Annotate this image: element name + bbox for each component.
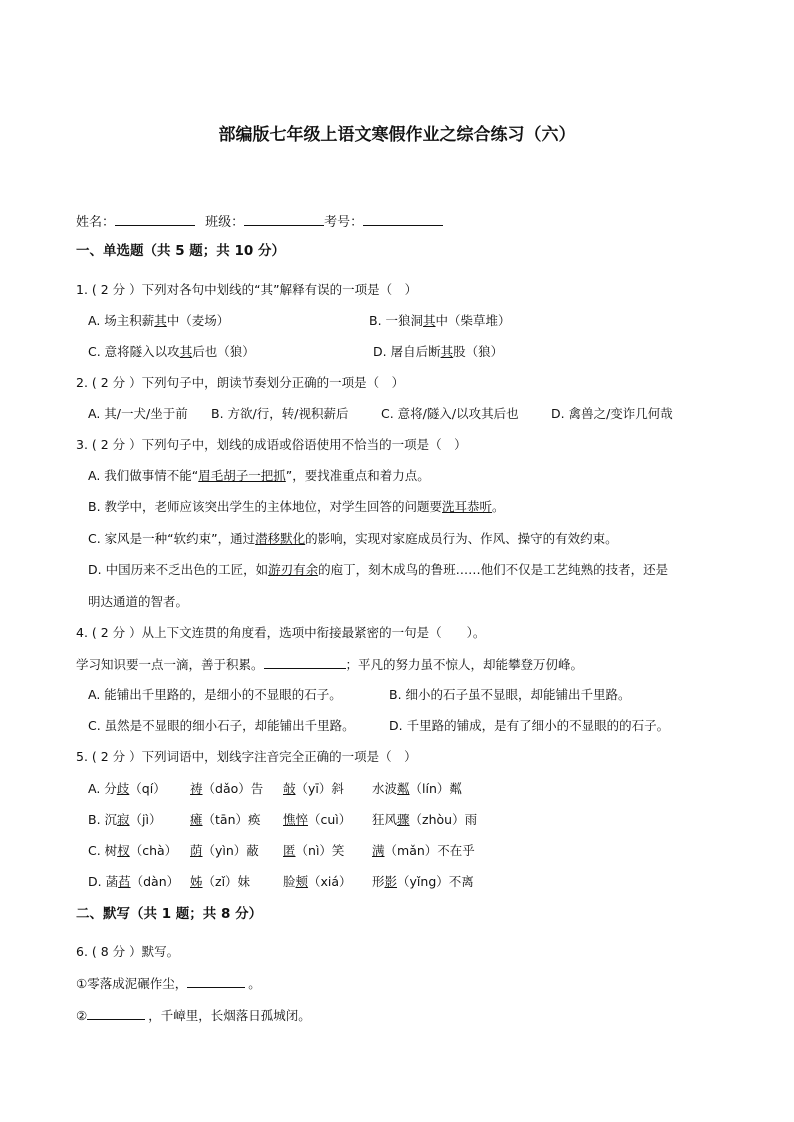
- question-3-stem: 3. ( 2 分 ）下列句子中，划线的成语或俗语使用不恰当的一项是（ ）: [76, 437, 467, 452]
- question-2-option-c[interactable]: C. 意将/隧入/以攻其后也: [381, 406, 519, 421]
- question-6-stem: 6. ( 8 分 ）默写。: [76, 944, 180, 959]
- option-text: B. 沉: [88, 812, 118, 827]
- question-4-option-b[interactable]: B. 细小的石子虽不显眼，却能铺出千里路。: [389, 687, 631, 702]
- name-blank[interactable]: [115, 213, 195, 226]
- underlined-word: 游刃有余: [268, 562, 319, 577]
- option-text: 形: [372, 874, 385, 889]
- underlined-word: 憔悴: [283, 812, 309, 827]
- question-5-option-item[interactable]: [88, 812, 162, 828]
- question-2-option-b[interactable]: B. 方欲/行，转/视积薪后: [211, 406, 349, 421]
- underlined-word: 潜移默化: [255, 531, 306, 546]
- question-5-option-item: [190, 843, 259, 859]
- question-5-option-item: [283, 781, 344, 797]
- question-3-option-a[interactable]: [88, 468, 430, 484]
- option-text: C. 意将隧入以攻: [88, 344, 180, 359]
- question-2-option-a[interactable]: A. 其/一犬/坐于前: [88, 406, 188, 421]
- option-text: （zǐ）妹: [202, 874, 251, 889]
- underlined-word: 粼: [397, 781, 410, 796]
- option-text: A. 我们做事情不能“: [88, 468, 199, 483]
- dictation-text: ②: [76, 1008, 88, 1023]
- question-5-option-item: [190, 781, 263, 797]
- question-5-option-item[interactable]: [88, 874, 179, 890]
- option-text: （zhòu）雨: [409, 812, 478, 827]
- question-5-option-item[interactable]: [88, 843, 177, 859]
- dictation-line-2: [76, 1007, 311, 1024]
- passage-text: ；平凡的努力虽不惊人，却能攀登万仞峰。: [345, 657, 584, 672]
- underlined-word: 姊: [190, 874, 203, 889]
- question-5-option-item: [190, 874, 250, 890]
- underlined-word: 骤: [397, 812, 410, 827]
- section-heading-single-choice: 一、单选题（共 5 题；共 10 分）: [76, 243, 285, 259]
- underlined-word: 洗耳恭听: [442, 499, 493, 514]
- option-text: 的庖丁，刻木成鸟的鲁班……他们不仅是工艺纯熟的技者，还是: [318, 562, 669, 577]
- underlined-word: 荫: [190, 843, 203, 858]
- student-info: [76, 213, 443, 231]
- underlined-word: 其: [423, 313, 436, 328]
- question-4-option-a[interactable]: A. 能铺出千里路的，是细小的不显眼的石子。: [88, 687, 342, 702]
- option-text: 股（狼）: [453, 344, 504, 359]
- question-4-passage: [76, 656, 583, 673]
- option-text: C. 家风是一种“软约束”，通过: [88, 531, 256, 546]
- exam-label: 考号：: [324, 215, 364, 230]
- option-text: （yìn）蔽: [202, 843, 259, 858]
- question-5-option-item: [372, 781, 462, 797]
- option-text: A. 场主积薪: [88, 313, 155, 328]
- option-text: C. 树: [88, 843, 118, 858]
- underlined-word: 瘫: [190, 812, 203, 827]
- option-text: （chà）: [129, 843, 178, 858]
- question-5-option-item[interactable]: [88, 781, 166, 797]
- question-1-option-d[interactable]: [373, 344, 503, 360]
- underlined-word: 萏: [118, 874, 131, 889]
- option-text: 后也（狼）: [192, 344, 255, 359]
- option-text: （lín）粼: [409, 781, 462, 796]
- dictation-line-1: [76, 975, 261, 992]
- question-1-stem: 1. ( 2 分 ）下列对各句中划线的“其”解释有误的一项是（ ）: [76, 282, 418, 297]
- dictation-blank-1[interactable]: [187, 975, 245, 988]
- question-5-option-item: [283, 874, 352, 890]
- option-text: （yī）斜: [295, 781, 344, 796]
- dictation-blank-2[interactable]: [87, 1007, 145, 1020]
- option-text: D. 屠自后断: [373, 344, 441, 359]
- option-text: 脸: [283, 874, 296, 889]
- option-text: ”，要找准重点和着力点。: [285, 468, 430, 483]
- underlined-word: 歧: [116, 781, 130, 796]
- underlined-word: 其: [440, 344, 454, 359]
- question-2-stem: 2. ( 2 分 ）下列句子中，朗读节奏划分正确的一项是（ ）: [76, 375, 405, 390]
- underlined-word: 敧: [283, 781, 296, 796]
- question-5-option-item: [190, 812, 261, 828]
- question-3-option-d[interactable]: [88, 562, 668, 578]
- option-text: （yǐng）不离: [397, 874, 474, 889]
- option-text: （cuì）: [308, 812, 352, 827]
- question-1-option-a[interactable]: [88, 313, 229, 329]
- question-5-stem: 5. ( 2 分 ）下列词语中，划线字注音完全正确的一项是（ ）: [76, 749, 417, 764]
- option-text: 狂风: [372, 812, 398, 827]
- option-text: （dǎo）告: [202, 781, 264, 796]
- question-2-option-d[interactable]: D. 禽兽之/变诈几何哉: [551, 406, 673, 421]
- option-text: 的影响，实现对家庭成员行为、作风、操守的有效约束。: [305, 531, 618, 546]
- option-text: （mǎn）不在乎: [384, 843, 475, 858]
- underlined-word: 满: [372, 843, 385, 858]
- option-text: （nì）笑: [295, 843, 345, 858]
- option-text: （qí）: [129, 781, 166, 796]
- question-5-option-item: [372, 812, 477, 828]
- option-text: B. 教学中，老师应该突出学生的主体地位，对学生回答的问题要: [88, 499, 443, 514]
- question-4-stem: 4. ( 2 分 ）从上下文连贯的角度看，选项中衔接最紧密的一句是（ ）。: [76, 625, 486, 640]
- option-text: （xiá）: [308, 874, 352, 889]
- question-3-option-c[interactable]: [88, 531, 618, 547]
- underlined-word: 颊: [295, 874, 309, 889]
- option-text: B. 一狼洞: [369, 313, 424, 328]
- option-text: 水波: [372, 781, 398, 796]
- question-5-option-item: [372, 874, 474, 890]
- class-blank[interactable]: [244, 213, 324, 226]
- option-text: 中（麦场）: [166, 313, 230, 328]
- question-5-option-item: [372, 843, 475, 859]
- page-title: 部编版七年级上语文寒假作业之综合练习（六）: [218, 125, 576, 145]
- class-label: 班级：: [205, 215, 245, 230]
- option-text: A. 分: [88, 781, 117, 796]
- underlined-word: 杈: [117, 843, 130, 858]
- option-text: 中（柴草堆）: [435, 313, 511, 328]
- question-4-option-d[interactable]: D. 千里路的铺成，是有了细小的不显眼的的石子。: [389, 718, 670, 733]
- question-5-option-item: [283, 843, 344, 859]
- option-text: D. 菡: [88, 874, 119, 889]
- question-4-option-c[interactable]: C. 虽然是不显眼的细小石子，却能铺出千里路。: [88, 718, 355, 733]
- option-text: （tān）痪: [202, 812, 261, 827]
- passage-text: 学习知识要一点一滴，善于积累。: [76, 657, 264, 672]
- underlined-word: 匿: [283, 843, 296, 858]
- underlined-word: 影: [384, 874, 398, 889]
- question-1-option-c[interactable]: [88, 344, 255, 360]
- option-text: （jì）: [129, 812, 162, 827]
- option-text: D. 中国历来不乏出色的工匠，如: [88, 562, 269, 577]
- underlined-word: 寂: [117, 812, 130, 827]
- underlined-word: 其: [179, 344, 193, 359]
- question-3-option-d-continued: 明达通道的智者。: [88, 594, 189, 609]
- underlined-word: 祷: [190, 781, 203, 796]
- dictation-text: ①零落成泥碾作尘，: [76, 976, 188, 991]
- dictation-text: 。: [248, 976, 261, 991]
- answer-blank[interactable]: [264, 656, 346, 669]
- question-3-option-b[interactable]: [88, 499, 505, 515]
- option-text: （dàn）: [130, 874, 180, 889]
- question-5-option-item: [283, 812, 351, 828]
- underlined-word: 其: [154, 313, 167, 328]
- name-label: 姓名：: [76, 215, 116, 230]
- question-1-option-b[interactable]: [369, 313, 511, 329]
- option-text: 。: [492, 499, 505, 514]
- underlined-word: 眉毛胡子一把抓: [198, 468, 286, 483]
- exam-blank[interactable]: [363, 213, 443, 226]
- section-heading-dictation: 二、默写（共 1 题；共 8 分）: [76, 906, 263, 922]
- dictation-text: ，千嶂里，长烟落日孤城闭。: [148, 1008, 311, 1023]
